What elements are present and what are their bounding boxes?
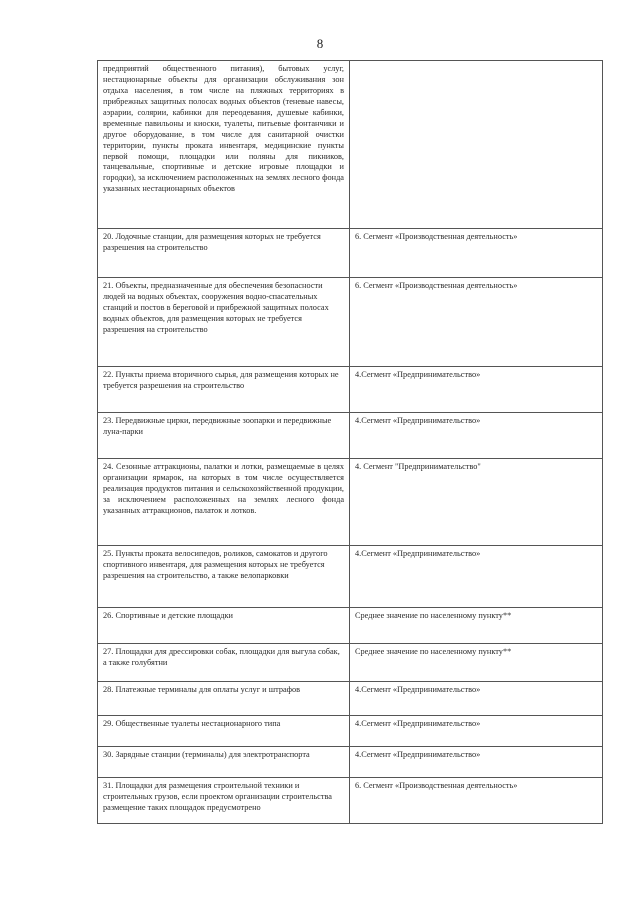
table-row	[98, 229, 603, 278]
object-cell: предприятий общественного питания), бытовых услуг, нестационарные объекты для организации обслуживания зон отдыха населения, в том числе на пляжных территориях в прибрежных защитных полосах водных объектов (теневые навесы, аэрарии, солярии, кабинки для переодевания, душевые кабинки, временные павильоны и киоски, туалеты, питьевые фонтанчики и другое оборудование, в том числе для санитарной очистки территории, пункты проката инвентаря, медицинские пункты первой помощи, площадки или поляны для пикников, танцевальные, спортивные и детские игровые площадки и городки), за исключением расположенных на землях лесного фонда указанных нестационарных объектов	[98, 61, 350, 229]
segment-cell: 4.Сегмент «Предпринимательство»	[350, 716, 603, 747]
segment-cell: 4.Сегмент «Предпринимательство»	[350, 413, 603, 459]
segment-cell: Среднее значение по населенному пункту**	[350, 608, 603, 644]
table-row	[98, 778, 603, 824]
segment-cell: 4.Сегмент «Предпринимательство»	[350, 682, 603, 716]
object-cell: 24. Сезонные аттракционы, палатки и лотки, размещаемые в целях организации ярмарок, на которых в том числе осуществляется реализация продуктов питания и сельскохозяйственной продукции, за исключением расположенных на землях лесного фонда указанных аттракционов, палаток и лотков.	[98, 459, 350, 546]
segment-cell: 4.Сегмент «Предпринимательство»	[350, 747, 603, 778]
table-row	[98, 459, 603, 546]
object-segment-table	[97, 60, 603, 824]
table-row	[98, 61, 603, 229]
segment-cell: 4.Сегмент «Предпринимательство»	[350, 367, 603, 413]
segment-cell: 4.Сегмент «Предпринимательство»	[350, 546, 603, 608]
segment-cell: 6. Сегмент «Производственная деятельность»	[350, 278, 603, 367]
object-cell: 30. Зарядные станции (терминалы) для электротранспорта	[98, 747, 350, 778]
table-row	[98, 682, 603, 716]
table-row	[98, 644, 603, 682]
segment-cell: 6. Сегмент «Производственная деятельность»	[350, 778, 603, 824]
object-cell: 29. Общественные туалеты нестационарного типа	[98, 716, 350, 747]
segment-cell: 4. Сегмент "Предпринимательство"	[350, 459, 603, 546]
segment-cell	[350, 61, 603, 229]
segment-cell: 6. Сегмент «Производственная деятельность»	[350, 229, 603, 278]
table-row	[98, 546, 603, 608]
object-cell: 22. Пункты приема вторичного сырья, для размещения которых не требуется разрешения на строительство	[98, 367, 350, 413]
table-row	[98, 413, 603, 459]
object-cell: 26. Спортивные и детские площадки	[98, 608, 350, 644]
table-row	[98, 608, 603, 644]
object-cell: 23. Передвижные цирки, передвижные зоопарки и передвижные луна-парки	[98, 413, 350, 459]
object-cell: 21. Объекты, предназначенные для обеспечения безопасности людей на водных объектах, сооружения водно-спасательных станций и постов в береговой и прибрежной защитных полосах водных объектов, для размещения которых не требуется разрешения на строительство	[98, 278, 350, 367]
object-cell: 28. Платежные терминалы для оплаты услуг и штрафов	[98, 682, 350, 716]
object-cell: 25. Пункты проката велосипедов, роликов, самокатов и другого спортивного инвентаря, для размещения которых не требуется разрешения на строительство, а также велопарковки	[98, 546, 350, 608]
segment-cell: Среднее значение по населенному пункту**	[350, 644, 603, 682]
table-row	[98, 716, 603, 747]
table-row	[98, 278, 603, 367]
table-row	[98, 367, 603, 413]
object-cell: 20. Лодочные станции, для размещения которых не требуется разрешения на строительство	[98, 229, 350, 278]
object-cell: 27. Площадки для дрессировки собак, площадки для выгула собак, а также голубятни	[98, 644, 350, 682]
table-row	[98, 747, 603, 778]
object-cell: 31. Площадки для размещения строительной техники и строительных грузов, если проектом организации строительства размещение таких площадок предусмотрено	[98, 778, 350, 824]
page-number: 8	[316, 36, 324, 51]
